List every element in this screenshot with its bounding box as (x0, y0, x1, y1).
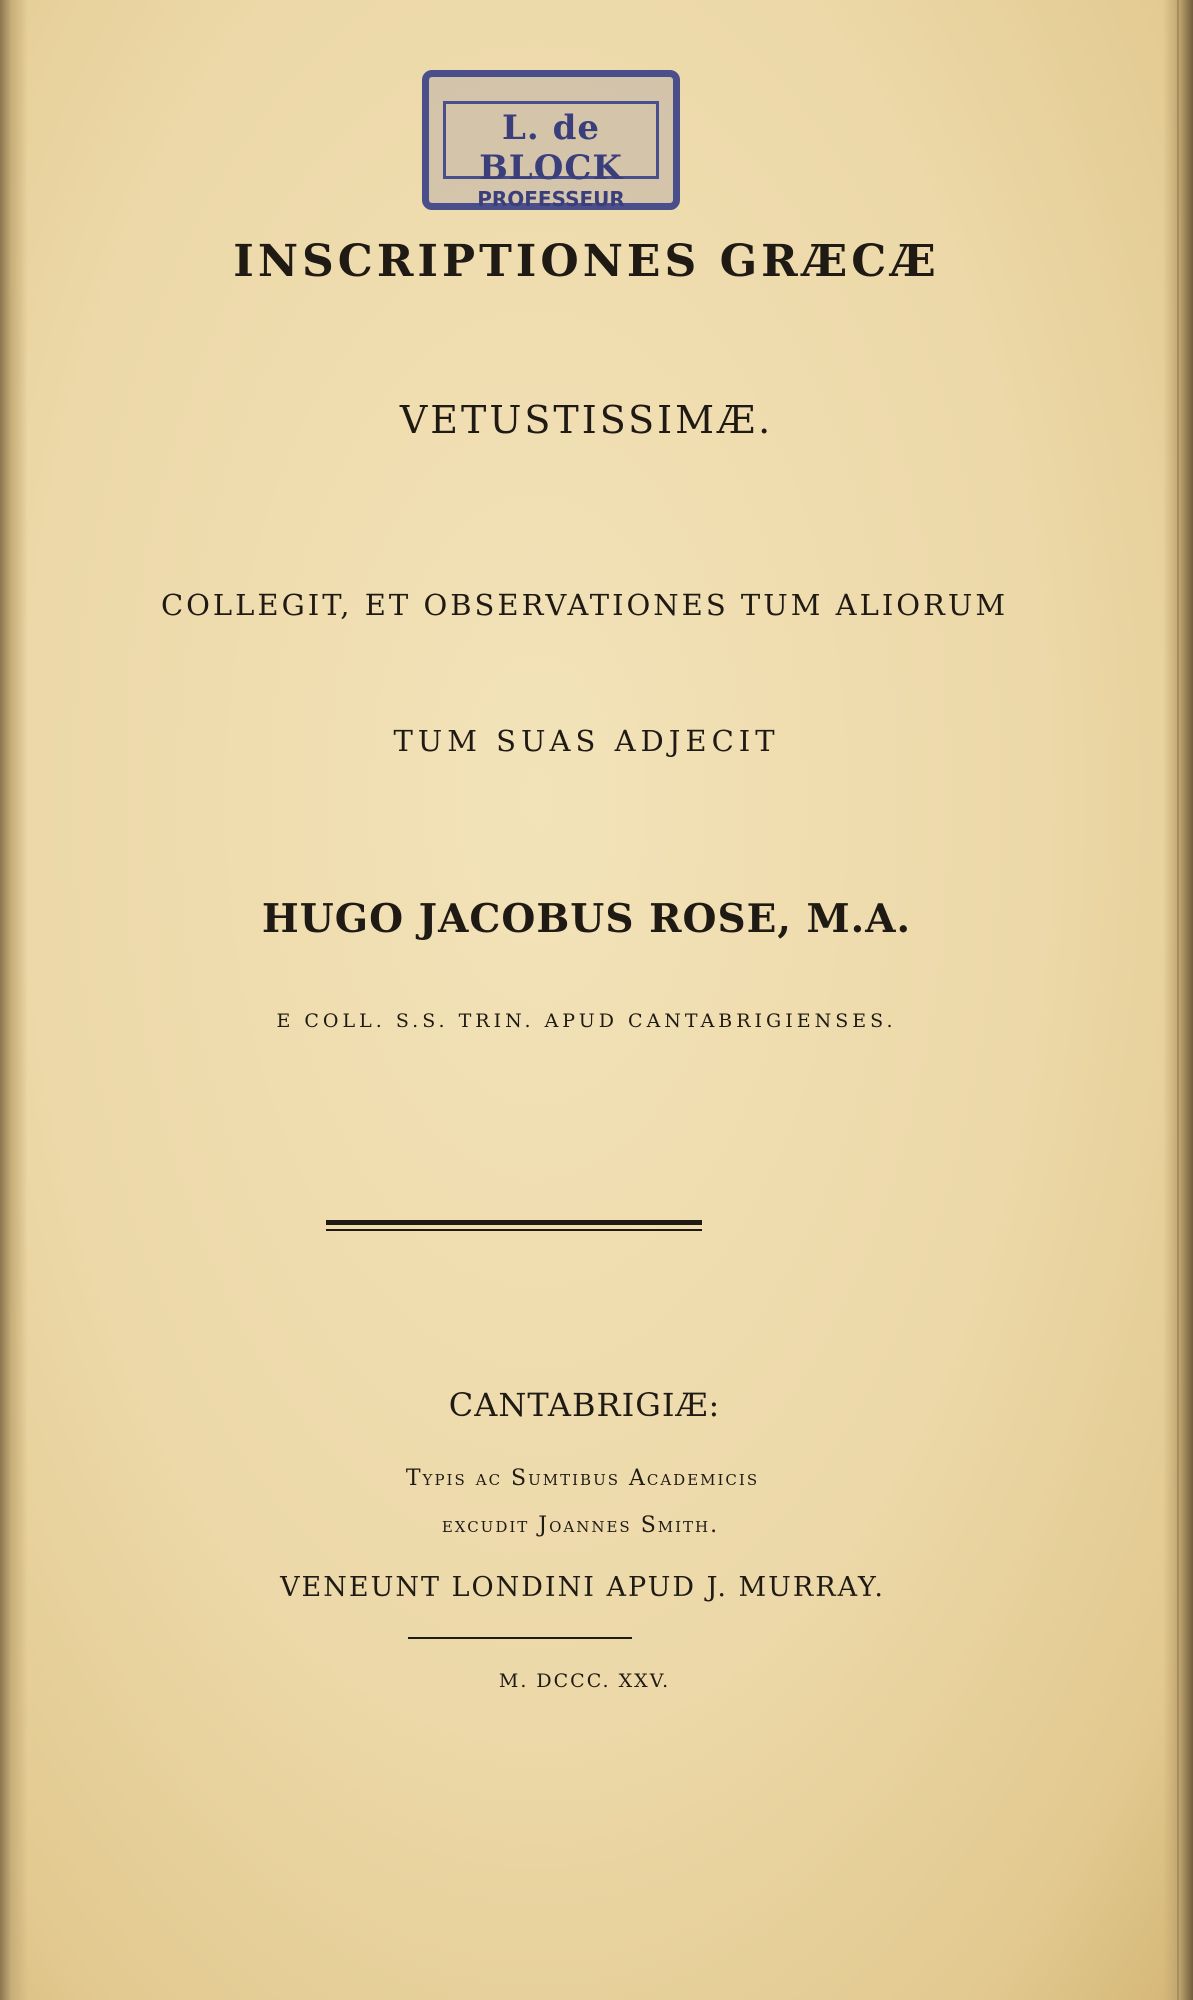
ownership-stamp (422, 70, 680, 210)
publication-year: M. DCCC. XXV. (498, 1670, 671, 1692)
page-left-edge (0, 0, 28, 2000)
author-affiliation: E COLL. S.S. TRIN. APUD CANTABRIGIENSES. (276, 1010, 897, 1032)
imprint-printer-name: excudit Joannes Smith. (441, 1513, 720, 1538)
imprint-printer-line: Typis ac Sumtibus Academicis (405, 1466, 760, 1491)
subtitle-line-1: COLLEGIT, ET OBSERVATIONES TUM ALIORUM (160, 588, 1009, 622)
subtitle-line-2: TUM SUAS ADJECIT (393, 724, 780, 758)
title-line-2: VETUSTISSIMÆ. (399, 398, 774, 442)
single-rule-divider (408, 1637, 632, 1639)
author-name: HUGO JACOBUS ROSE, M.A. (261, 896, 912, 942)
page-fore-edge-line (1177, 0, 1179, 2000)
stamp-name: L. de BLOCK (479, 108, 623, 188)
imprint-place: CANTABRIGIÆ: (448, 1386, 721, 1424)
imprint-seller: VENEUNT LONDINI APUD J. MURRAY. (280, 1572, 885, 1603)
title-line-1: INSCRIPTIONES GRÆCÆ (233, 236, 940, 287)
stamp-inner-frame (443, 101, 659, 211)
double-rule-divider (326, 1220, 702, 1231)
stamp-title: PROFESSEUR (477, 187, 625, 211)
